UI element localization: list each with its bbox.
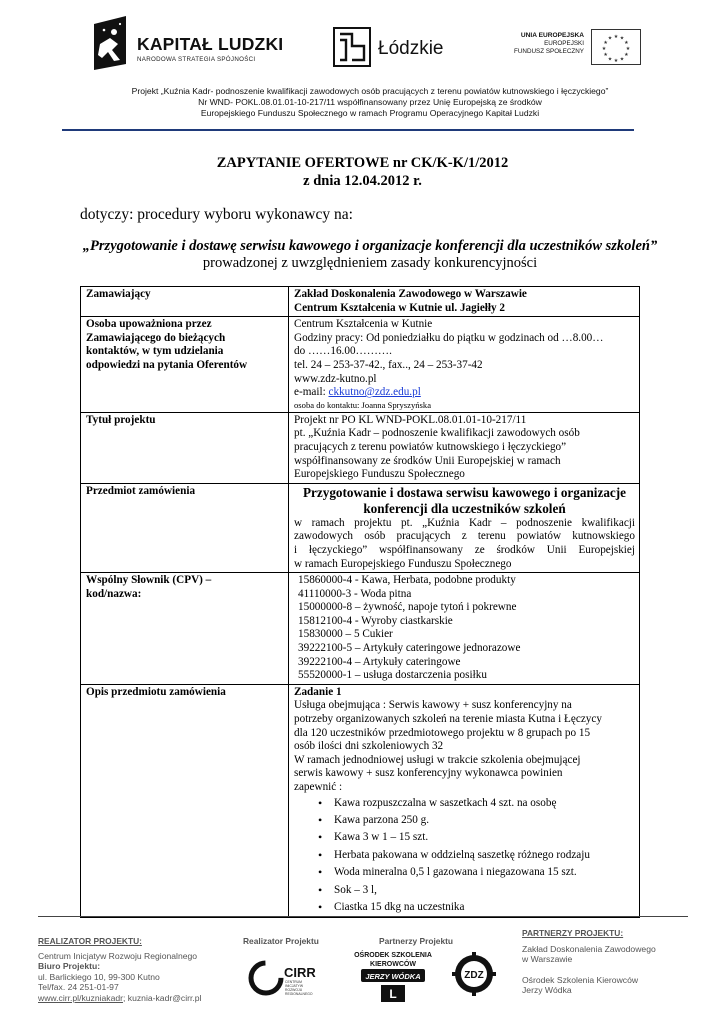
label-zamawiajacy: Zamawiający [81,287,289,317]
partners-list [522,944,656,996]
svg-text:★: ★ [625,46,631,52]
osk-logo-icon [343,948,443,1004]
subject-line1: „Przygotowanie i dostawę serwisu kawowego i organizacje konferencji dla uczestników szkoleń” [82,238,658,254]
svg-text:★: ★ [613,58,619,64]
label-przedmiot: Przedmiot zamówienia [81,483,289,572]
cirr-sub2: INICJATYW [285,984,304,988]
przedmiot-line1: w ramach projektu pt. „Kuźnia Kadr – podnoszenie kwalifikacji [294,516,635,529]
partner1-line1: Zakład Doskonalenia Zawodowego [522,944,656,954]
label-cpv [81,573,289,685]
svg-text:★: ★ [607,35,613,42]
svg-text:★: ★ [607,56,613,63]
osoba-email-row [294,386,635,400]
footer-divider [38,916,688,917]
subject [60,238,680,272]
przedmiot-heading2: konferencji dla uczestników szkoleń [363,500,566,516]
tytul-line1: Projekt nr PO KL WND-POKL.08.01.01-10-217/11 [294,413,527,426]
email-link[interactable]: ckkutno@zdz.edu.pl [328,386,421,399]
przedmiot-heading1: Przygotowanie i dostawa serwisu kawowego i organizacje [302,484,627,500]
eu-caption-line3: FUNDUSZ SPOŁECZNY [514,48,584,55]
zamawiajacy-line1: Zakład Doskonalenia Zawodowego w Warszawie [294,288,527,300]
svg-text:★: ★ [619,56,625,63]
svg-text:★: ★ [624,52,629,58]
zdz-logo-icon [452,950,496,1002]
realizator-line4: Tel/fax. 24 251-01-97 [38,982,119,993]
svg-text:★: ★ [603,52,608,58]
document-title [0,154,725,190]
project-header [60,86,680,119]
label-tytul: Tytuł projektu [81,412,289,483]
cpv-code: 39222100-5 – Artykuły cateringowe jednorazowe [298,642,521,655]
svg-text:★: ★ [613,34,619,40]
table-row [81,287,640,317]
zadanie-heading: Zadanie 1 [294,685,342,698]
svg-text:★: ★ [624,40,629,46]
opis-line5: W ramach jednodniowej usługi w trakcie szkolenia obejmującej [294,753,581,766]
svg-text:★: ★ [601,46,607,52]
kapital-ludzki-title: KAPITAŁ LUDZKI [137,34,284,54]
cpv-label1: Wspólny Słownik (CPV) – [86,574,212,587]
value-cpv [289,573,640,685]
svg-text:★: ★ [619,35,625,42]
zdz-logo-text: ZDZ [464,970,484,981]
table-row [81,573,640,685]
cpv-code: 15000000-8 – żywność, napoje tytoń i pokrewne [298,601,517,614]
osoba-label3: kontaktów, w tym udzielania [86,345,224,358]
table-row [81,317,640,413]
osoba-line3: do ……16.00………. [294,345,392,358]
cirr-logo-icon [248,956,322,1000]
realizator-line3: ul. Barlickiego 10, 99-300 Kutno [38,971,160,982]
document-title-line2: z dnia 12.04.2012 r. [303,173,422,189]
tytul-line3: pracujących z terenu powiatów kutnowskiego i łęczyckiego” [294,440,567,453]
table-row [81,412,640,483]
przedmiot-line2: zawodowych osób pracujących z terenu powiatów kutnowskiego [294,530,635,543]
realizator-logo-caption: Realizator Projektu [243,936,319,946]
osoba-label1: Osoba upoważniona przez [86,318,212,331]
osoba-line4: tel. 24 – 253-37-42., fax.., 24 – 253-37-42 [294,358,483,371]
cpv-label2: kod/nazwa: [86,587,142,600]
cirr-sub1: CENTRUM [285,980,302,984]
list-item: • Woda mineralna 0,5 l gazowana i niegazowana 15 szt. [334,864,635,881]
partner1-line2: w Warszawie [522,954,573,965]
cpv-code: 15812100-4 - Wyroby ciastkarskie [298,614,453,627]
osoba-line1: Centrum Kształcenia w Kutnie [294,318,433,331]
cirr-sub3: ROZWOJU [285,988,303,992]
kapital-ludzki-subtitle: NARODOWA STRATEGIA SPÓJNOŚCI [137,56,256,63]
label-opis: Opis przedmiotu zamówienia [81,684,289,918]
osk-line1: OŚRODEK SZKOLENIA [354,952,432,959]
list-item: • Ciastka 15 dkg na uczestnika [334,899,635,916]
value-opis [289,684,640,918]
partners-caption: PARTNERZY PROJEKTU: [522,928,624,938]
osoba-label4: odpowiedzi na pytania Oferentów [86,358,248,371]
osoba-line5: www.zdz-kutno.pl [294,372,377,385]
realizator-caption: REALIZATOR PROJEKTU: [38,936,142,946]
project-header-line1: Projekt „Kuźnia Kadr- podnoszenie kwalifikacji zawodowych osób pracujących z terenu powiatów kutnowskiego i łęczyckiego” [131,86,609,96]
opis-line2: potrzeby organizowanych szkoleń na terenie miasta Kutna i Łęczycy [294,713,602,726]
value-zamawiajacy [289,287,640,317]
value-przedmiot [289,483,640,572]
supply-list [294,795,635,917]
cpv-code: 41110000-3 - Woda pitna [298,587,412,600]
zamawiajacy-line2: Centrum Kształcenia w Kutnie ul. Jagiełły 2 [294,301,505,314]
subject-line2: prowadzonej z uwzględnieniem zasady konkurencyjności [202,255,538,271]
lodzkie-title: Łódzkie [378,38,444,59]
eu-flag-icon [591,29,641,65]
przedmiot-line3: i łęczyckiego” współfinansowany ze środków Unii Europejskiej [294,543,635,556]
eu-caption-line2: EUROPEJSKI [544,40,584,47]
table-row [81,684,640,918]
svg-text:L: L [389,987,397,1001]
tytul-line5: Europejskiego Funduszu Społecznego [294,468,465,481]
value-tytul [289,412,640,483]
eu-caption-line1: UNIA EUROPEJSKA [520,32,584,39]
opis-line4: osób ilości dni szkoleniowych 32 [294,740,444,753]
concerning-text: dotyczy: procedury wyboru wykonawcy na: [80,206,353,223]
project-header-line2: Nr WND- POKL.08.01.01-10-217/11 współfinansowany przez Unię Europejską ze środków [198,97,542,107]
partner2-line2: Jerzy Wódka [522,985,572,996]
contact-person: osoba do kontaktu: Joanna Spryszyńska [294,399,432,410]
cpv-code: 55520000-1 – usługa dostarczenia posiłku [298,669,487,682]
osoba-label2: Zamawiającego do bieżących [86,331,226,344]
osk-line2: KIEROWCÓW [370,961,416,968]
website-link[interactable]: www.cirr.pl/kuzniakadr [38,992,124,1003]
tytul-line2: pt. „Kuźnia Kadr – podnoszenie kwalifikacji zawodowych osób [294,427,580,440]
order-details-table [80,286,640,918]
realizator-links [38,993,201,1003]
table-row [81,483,640,572]
svg-text:★: ★ [603,40,608,46]
list-item: • Herbata pakowana w oddzielną saszetkę różnego rodzaju [334,847,635,864]
partners-logo-caption: Partnerzy Projektu [379,936,454,946]
label-osoba [81,317,289,413]
opis-line6: serwis kawowy + susz konferencyjny wykonawca powinien [294,767,563,780]
email-prefix: e-mail: [294,386,329,399]
opis-line1: Usługa obejmująca : Serwis kawowy + susz konferencyjny na [294,699,572,712]
project-header-line3: Europejskiego Funduszu Społecznego w ramach Programu Operacyjnego Kapitał Ludzki [200,108,540,118]
list-item: • Kawa 3 w 1 – 15 szt. [334,829,635,846]
kapital-ludzki-logo-icon [92,14,128,72]
cpv-code: 15860000-4 - Kawa, Herbata, podobne produkty [298,574,516,587]
tytul-line4: współfinansowany ze środków Unii Europejskiej w ramach [294,454,561,467]
osk-line3: JERZY WÓDKA [365,972,421,981]
header-divider [62,129,634,131]
value-osoba [289,317,640,413]
realizator-line1: Centrum Inicjatyw Rozwoju Regionalnego [38,951,198,961]
opis-line7: zapewnić : [294,781,343,793]
document-title-line1: ZAPYTANIE OFERTOWE nr CK/K-K/1/2012 [216,155,509,171]
cpv-code: 15830000 – 5 Cukier [298,628,393,641]
realizator-address [38,951,201,1003]
cirr-logo-text: CIRR [284,965,316,980]
opis-line3: dla 120 uczestników przedmiotowego projektu w 8 grupach po 15 [294,726,591,739]
cirr-sub4: REGIONALNEGO [285,992,313,996]
przedmiot-line4: w ramach Europejskiego Funduszu Społecznego [294,557,512,570]
list-item: • Kawa rozpuszczalna w saszetkach 4 szt. na osobę [334,795,635,812]
list-item: • Sok – 3 l, [334,882,635,899]
list-item: • Kawa parzona 250 g. [334,812,635,829]
eu-caption [480,32,584,56]
osoba-line2: Godziny pracy: Od poniedziałku do piątku w godzinach od …8.00… [294,331,604,344]
lodzkie-emblem-icon [332,26,372,68]
cpv-code: 39222100-4 – Artykuły cateringowe [298,655,461,668]
email-text: ; kuznia-kadr@cirr.pl [123,992,202,1003]
realizator-line2: Biuro Projektu: [38,961,101,972]
partner2-line1: Ośrodek Szkolenia Kierowców [522,974,639,985]
